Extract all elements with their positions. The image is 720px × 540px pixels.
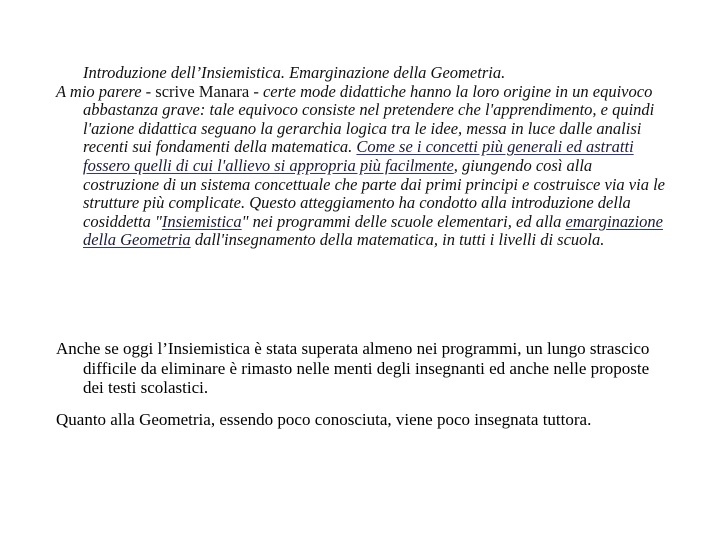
quote-title: Introduzione dell’Insiemistica. Emarginazione della Geometria. bbox=[83, 63, 506, 82]
quote-text-1: - certe mode didattiche hanno la loro origine in un equivoco abbastanza grave: tale equivoco consiste nel pretendere che l'apprendimento, e quindi l'azione didattica seguano la gerarchia logica tra le idee, messa in luce dalle analisi recenti sui fondamenti della matematica. bbox=[83, 81, 655, 157]
quote-body bbox=[56, 83, 666, 250]
quote-underline-1: Come se i concetti più generali ed astratti fossero quelli di cui l'allievo si appropria più facilmente bbox=[83, 137, 634, 175]
quote-lead-author: scrive Manara bbox=[155, 81, 250, 101]
quote-text-3: " nei programmi delle scuole elementari, ed alla bbox=[241, 211, 566, 231]
paragraph-insiemistica: Anche se oggi l’Insiemistica è stata superata almeno nei programmi, un lungo strascico difficile da eliminare è rimasto nelle menti degli insegnanti ed anche nelle proposte dei testi scolastici. bbox=[56, 339, 650, 398]
quote-text-2: , giungendo così alla costruzione di un sistema concettuale che parte dai primi principi e costruisce via via le strutture più complicate. Questo atteggiamento ha condotto alla introduzione della cosiddetta " bbox=[83, 155, 665, 231]
quote-underline-2: Insiemistica bbox=[161, 211, 242, 231]
quote-block bbox=[56, 64, 666, 250]
quote-lead-italic: A mio parere - bbox=[56, 81, 156, 101]
paragraph-geometria: Quanto alla Geometria, essendo poco conosciuta, viene poco insegnata tuttora. bbox=[56, 410, 592, 429]
quote-underline-3: emarginazione della Geometria bbox=[83, 211, 663, 250]
quote-text-4: dall'insegnamento della matematica, in tutti i livelli di scuola. bbox=[190, 230, 605, 250]
